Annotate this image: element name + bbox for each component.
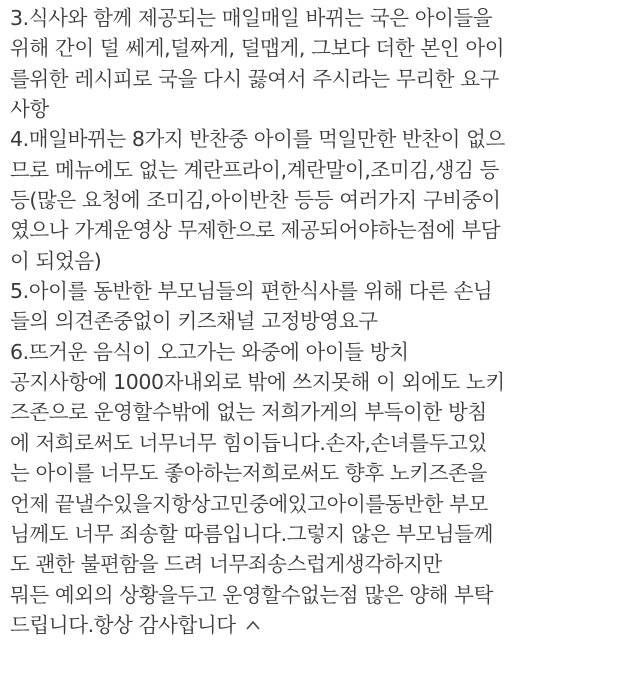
notice-line: 사항: [10, 97, 49, 122]
notice-line: 4.매일바뀌는 8가지 반찬중 아이를 먹일만한 반찬이 없으: [10, 127, 505, 152]
notice-line: 님께도 너무 죄송할 따름입니다.그렇지 않은 부모님들께: [10, 521, 493, 546]
notice-line: 에 저희로써도 너무너무 힘이듭니다.손자,손녀를두고있: [10, 430, 487, 455]
notice-last-line: [10, 610, 636, 640]
notice-line: 드립니다.항상 감사합니다: [10, 612, 236, 637]
notice-line: 이 되었음): [10, 248, 102, 273]
notice-line: 는 아이를 너무도 좋아하는저희로써도 향후 노키즈존을: [10, 461, 487, 486]
notice-line: 6.뜨거운 음식이 오고가는 와중에 아이들 방치: [10, 339, 409, 364]
notice-line: 언제 끝낼수있을지항상고민중에있고아이를동반한 부모: [10, 491, 488, 516]
notice-line: 5.아이를 동반한 부모님들의 편한식사를 위해 다른 손님: [10, 279, 493, 304]
notice-line: 공지사항에 1000자내외로 밖에 쓰지못해 이 외에도 노키: [10, 370, 505, 395]
notice-line: 뭐든 예외의 상황을두고 운영할수없는점 많은 양해 부탁: [10, 582, 493, 607]
notice-line: 들의 의견존중없이 키즈채널 고정방영요구: [10, 309, 378, 334]
notice-line: 즈존으로 운영할수밖에 없는 저희가게의 부득이한 방침: [10, 400, 487, 425]
notice-line: 를위한 레시피로 국을 다시 끓여서 주시라는 무리한 요구: [10, 66, 500, 91]
notice-line: 므로 메뉴에도 없는 계란프라이,계란말이,조미김,생김 등: [10, 157, 500, 182]
notice-line: 3.식사와 함께 제공되는 매일매일 바뀌는 국은 아이들을: [10, 6, 493, 30]
notice-line: 도 괜한 불편함을 드려 너무죄송스럽게생각하지만: [10, 552, 442, 577]
notice-line: 위해 간이 덜 쎄게,덜짜게, 덜맵게, 그보다 더한 본인 아이: [10, 36, 505, 61]
notice-line: 등(많은 요청에 조미김,아이반찬 등등 여러가지 구비중이: [10, 188, 501, 213]
chevron-up-icon[interactable]: [246, 620, 260, 630]
notice-text: [10, 0, 636, 640]
notice-line: 였으나 가계운영상 무제한으로 제공되어야하는점에 부담: [10, 218, 501, 243]
